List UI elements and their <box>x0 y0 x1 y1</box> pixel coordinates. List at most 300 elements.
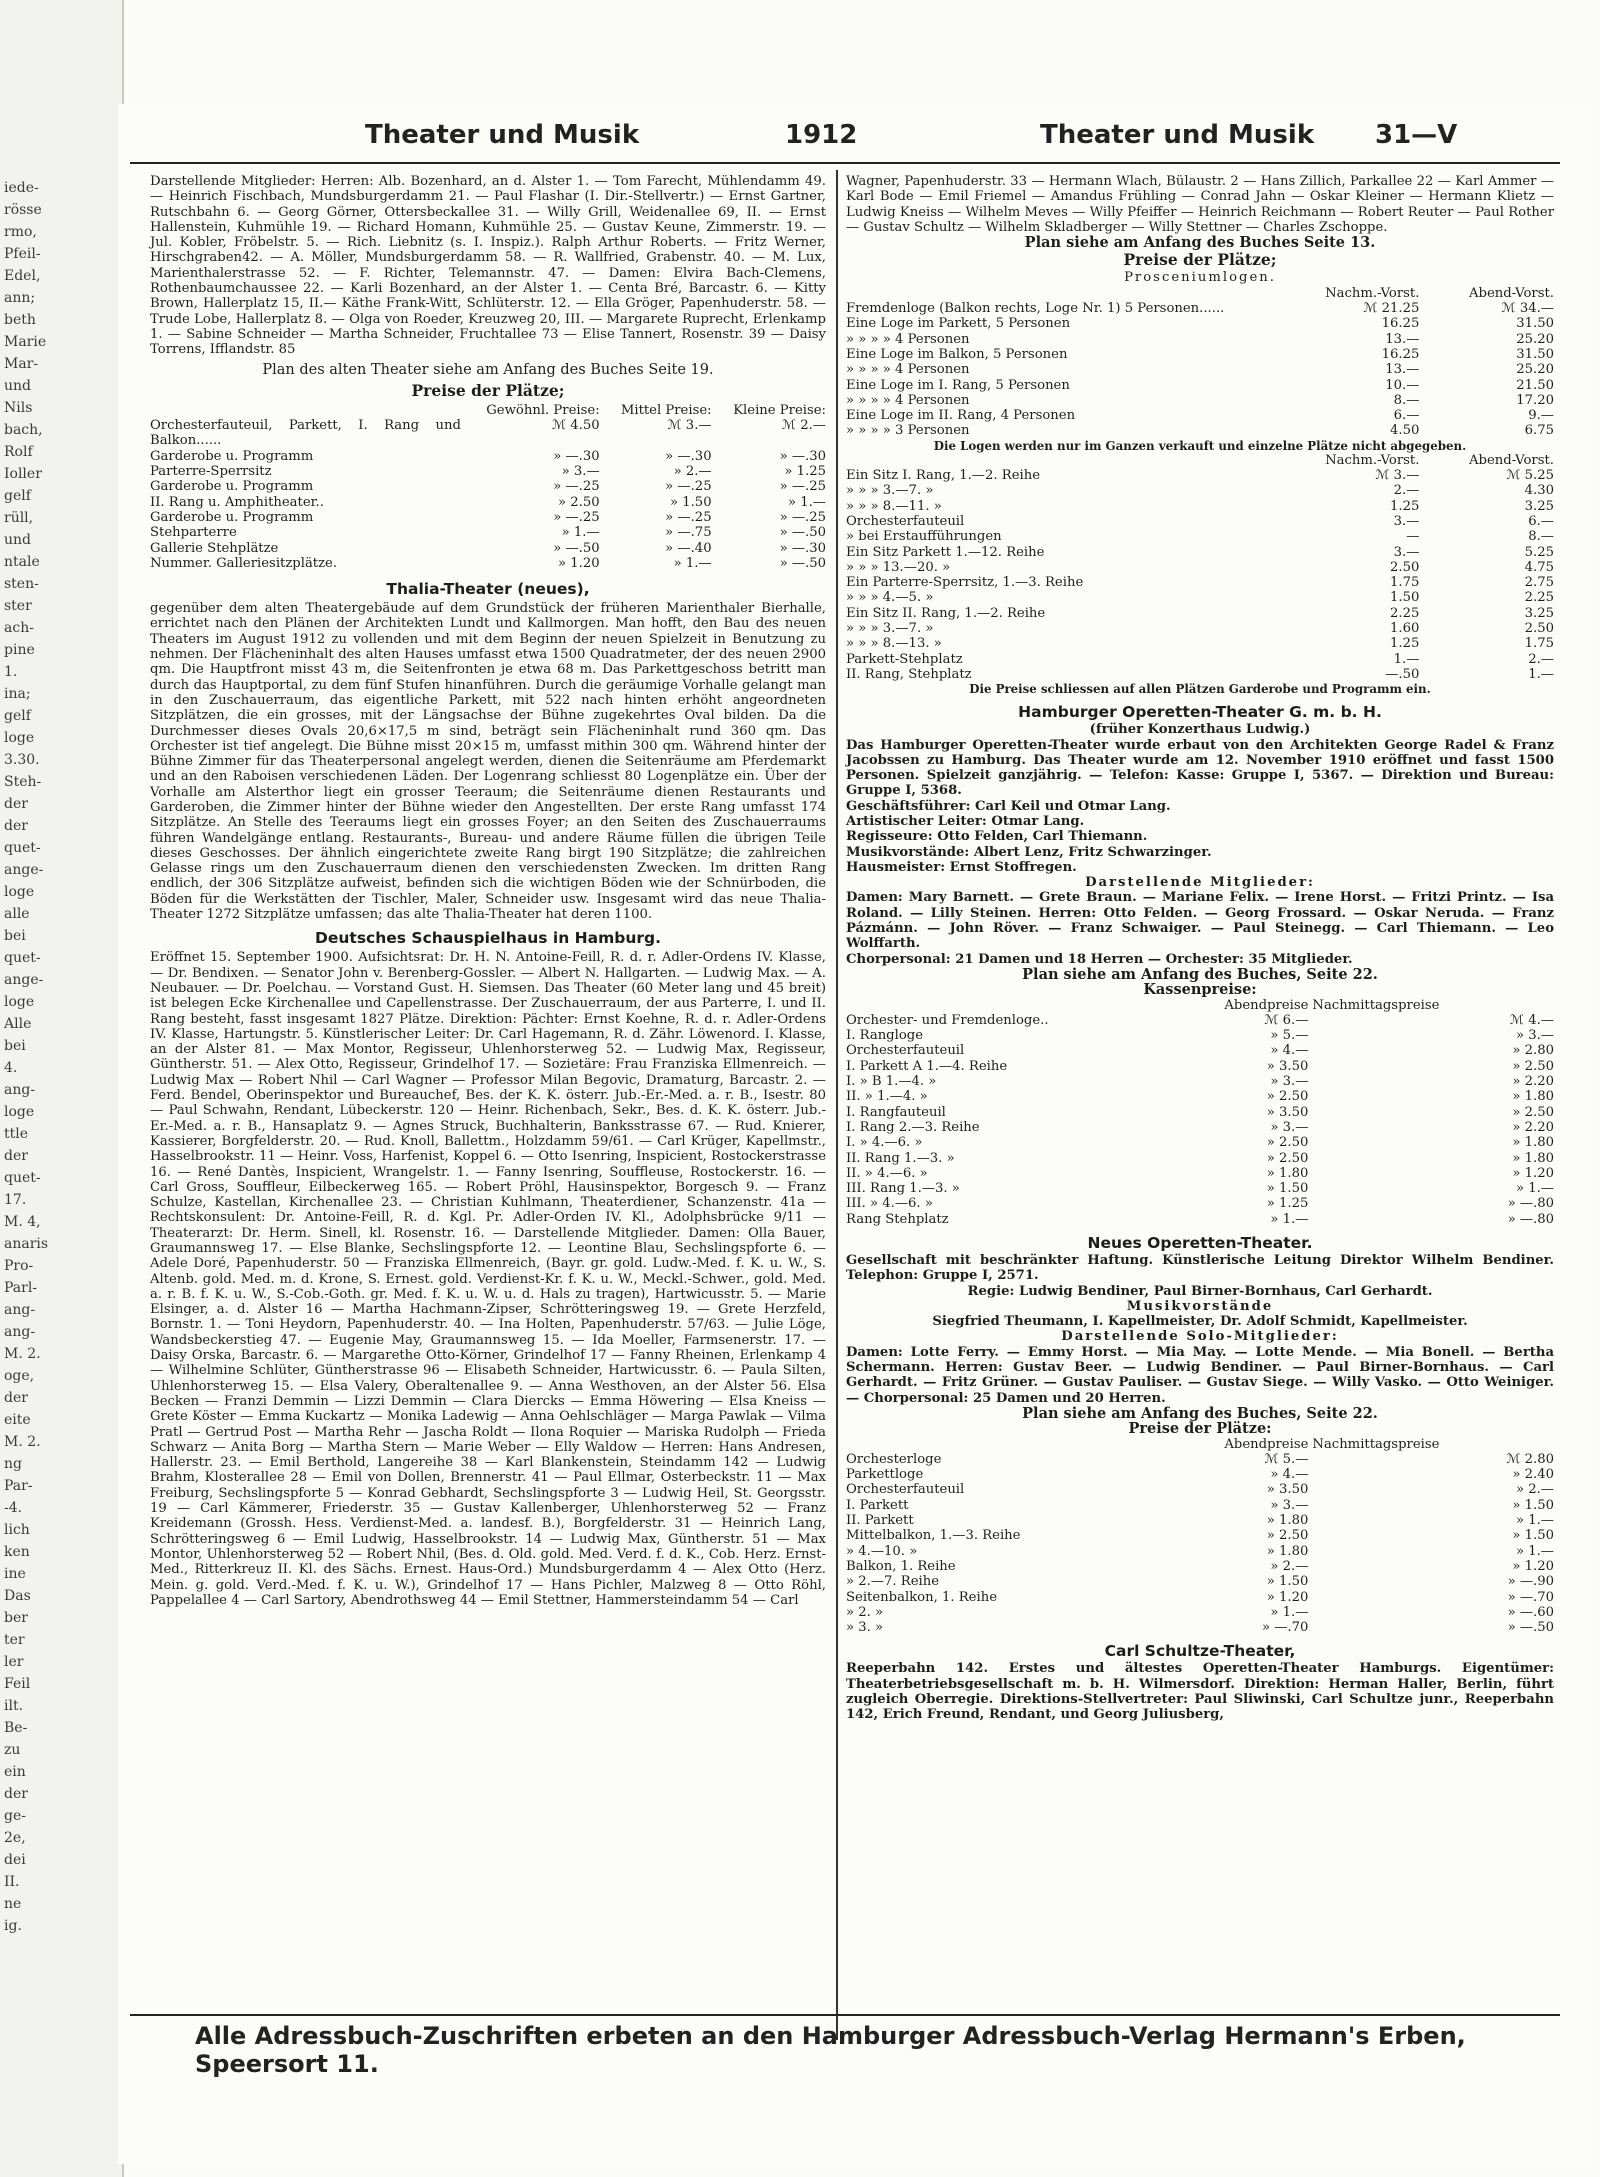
caretaker: Hausmeister: Ernst Stoffregen. <box>846 859 1077 875</box>
price-value: » —.80 <box>1507 1211 1554 1227</box>
price-row <box>846 1482 1554 1497</box>
price-value: » —.25 <box>553 479 600 495</box>
old-theatre-price-table <box>150 403 826 571</box>
margin-fragment: loge <box>4 1104 35 1120</box>
margin-fragment: quet- <box>4 1170 41 1186</box>
solo-heading: Darstellende Solo-Mitglieder: <box>1061 1329 1339 1345</box>
price-value: 25.20 <box>1516 331 1554 347</box>
price-row <box>846 1544 1554 1559</box>
margin-fragment: loge <box>4 994 35 1010</box>
price-row-label: Rang Stehplatz <box>846 1211 949 1227</box>
price-row <box>846 667 1554 682</box>
price-row-label: Ein Sitz Parkett 1.—12. Reihe <box>846 544 1045 560</box>
price-value: » —.30 <box>779 448 826 464</box>
margin-fragment: rüll, <box>4 510 34 526</box>
margin-fragment: beth <box>4 312 36 328</box>
price-row-label: Ein Sitz I. Rang, 1.—2. Reihe <box>846 468 1041 484</box>
price-value: 3.— <box>1393 513 1420 529</box>
price-value: 9.— <box>1528 408 1554 424</box>
margin-fragment: quet- <box>4 840 41 856</box>
price-value: ℳ 2.80 <box>1506 1451 1554 1467</box>
price-value: 4.75 <box>1524 559 1554 575</box>
price-value: 21.50 <box>1516 377 1554 393</box>
price-row-label: III. » 4.—6. » <box>846 1196 933 1212</box>
price-row-label: Orchesterfauteuil <box>846 1043 965 1059</box>
header-year: 1912 <box>785 120 858 150</box>
price-row <box>846 621 1554 636</box>
margin-fragment: Be- <box>4 1720 28 1736</box>
logen-note: Die Logen werden nur im Ganzen verkauft und einzelne Plätze nicht abgegeben. <box>933 438 1467 453</box>
price-row <box>846 1089 1554 1104</box>
margin-fragment: M. 4, <box>4 1214 41 1230</box>
price-row-label: » » » 3.—7. » <box>846 621 934 637</box>
price-header: Nachmittagspreise <box>1312 997 1440 1013</box>
price-value: 3.25 <box>1524 498 1554 514</box>
price-row <box>846 1120 1554 1135</box>
price-section-title: Preise der Plätze; <box>411 380 565 400</box>
price-value: » —.30 <box>779 540 826 556</box>
price-row-label: Garderobe u. Programm <box>150 509 314 525</box>
price-row-label: » » » 8.—11. » <box>846 498 942 514</box>
price-row <box>150 510 826 525</box>
price-row <box>846 560 1554 575</box>
price-row <box>846 347 1554 362</box>
footer-rule <box>130 2014 1560 2016</box>
price-value: 2.— <box>1528 651 1554 667</box>
price-value: » 3.50 <box>1266 1058 1309 1074</box>
price-value: 31.50 <box>1516 346 1554 362</box>
box-office-title: Kassenpreise: <box>1143 981 1257 999</box>
margin-fragment: Parl- <box>4 1280 38 1296</box>
price-value: 1.— <box>1528 666 1554 682</box>
price-row <box>846 1028 1554 1043</box>
plan-reference: Plan siehe am Anfang des Buches Seite 13. <box>1024 234 1376 252</box>
margin-fragment: 3.30. <box>4 752 40 768</box>
price-value: » 3.— <box>561 464 600 480</box>
price-value: » 1.— <box>1515 1513 1554 1529</box>
price-header: Nachm.-Vorst. <box>1325 285 1420 301</box>
price-section-title: Preise der Plätze; <box>1123 250 1277 270</box>
price-row-label: Mittelbalkon, 1.—3. Reihe <box>846 1528 1021 1544</box>
margin-fragment: bei <box>4 928 26 944</box>
price-value: » 1.— <box>1515 1543 1554 1559</box>
price-value: » 2.50 <box>1266 1150 1309 1166</box>
header-left-title: Theater und Musik <box>365 120 640 150</box>
price-value: ℳ 4.— <box>1509 1012 1554 1028</box>
price-value: » 1.20 <box>1512 1558 1554 1574</box>
price-row-label: » 4.—10. » <box>846 1543 918 1559</box>
price-value: ℳ 3.— <box>667 418 712 434</box>
margin-fragment: gelf <box>4 708 31 724</box>
price-row <box>846 393 1554 408</box>
price-row-label: » bei Erstaufführungen <box>846 529 1002 545</box>
price-row-label: » » » » 4 Personen <box>846 392 970 408</box>
cast-list: Damen: Mary Barnett. — Grete Braun. — Mariane Felix. — Irene Horst. — Fritzi Printz. — Isa Roland. — Lilly Steinen. Herren: Otto Felden. — Georg Frossard. — Oskar Neruda. — Franz Pázmánn. — John Röver. — Franz Schwaiger. — Paul Steinegg. — Carl Thiemann. — Leo Wolffarth. <box>846 890 1554 952</box>
margin-fragment: der <box>4 1786 28 1802</box>
schauspielhaus-title: Deutsches Schauspielhaus in Hamburg. <box>315 929 661 948</box>
price-value: » —.60 <box>1507 1604 1554 1620</box>
margin-fragment: ein <box>4 1764 26 1780</box>
margin-fragment: und <box>4 532 31 548</box>
price-row <box>846 545 1554 560</box>
margin-fragment: der <box>4 1148 28 1164</box>
price-row-label: I. Rangloge <box>846 1028 924 1044</box>
margin-fragment: Marie <box>4 334 47 350</box>
margin-fragment: ntale <box>4 554 40 570</box>
footer-notice: Alle Adressbuch-Zuschriften erbeten an den Hamburger Adressbuch-Verlag Hermann's Erben, Speersort 11. <box>195 2022 1466 2078</box>
price-value: » 1.20 <box>1512 1165 1554 1181</box>
price-value: » —.75 <box>665 525 712 541</box>
price-row-label: II. » 4.—6. » <box>846 1165 928 1181</box>
price-value: » 1.— <box>673 555 712 571</box>
price-section-title: Preise der Plätze: <box>1128 1420 1272 1438</box>
carl-schultze-title: Carl Schultze-Theater, <box>1104 1642 1296 1661</box>
music-heading: Musikvorstände <box>1126 1298 1274 1314</box>
price-value: » —.50 <box>1507 1620 1554 1636</box>
margin-fragment: Rolf <box>4 444 33 460</box>
price-row <box>150 525 826 540</box>
margin-fragment: ach- <box>4 620 34 636</box>
price-row-label: II. » 1.—4. » <box>846 1089 928 1105</box>
margin-fragment: Pro- <box>4 1258 34 1274</box>
price-value: » 2.50 <box>1266 1089 1309 1105</box>
price-value: » 1.50 <box>1266 1181 1309 1197</box>
header-rule <box>130 162 1560 164</box>
price-row-label: Orchesterfauteuil <box>846 513 965 529</box>
margin-fragment: der <box>4 796 28 812</box>
price-value: 13.— <box>1385 331 1420 347</box>
left-column <box>150 174 826 1608</box>
margin-fragment: bach, <box>4 422 43 438</box>
price-header: Abend-Vorst. <box>1468 285 1554 301</box>
price-row-label: Eine Loge im Parkett, 5 Personen <box>846 316 1071 332</box>
price-value: 6.— <box>1528 513 1554 529</box>
price-row <box>846 1498 1554 1513</box>
margin-fragment: iede- <box>4 180 39 196</box>
price-value: » —.40 <box>665 540 712 556</box>
margin-fragment: ange- <box>4 972 44 988</box>
margin-fragment: ken <box>4 1544 30 1560</box>
price-value: 2.50 <box>1390 559 1420 575</box>
price-row-label: » 3. » <box>846 1620 884 1636</box>
margin-fragment: ber <box>4 1610 28 1626</box>
price-inclusion-note: Die Preise schliessen auf allen Plätzen Garderobe und Programm ein. <box>969 682 1431 697</box>
price-row <box>846 636 1554 651</box>
margin-fragment: bei <box>4 1038 26 1054</box>
price-row <box>846 1528 1554 1543</box>
margin-fragment: quet- <box>4 950 41 966</box>
price-value: 4.30 <box>1524 483 1554 499</box>
solo-list: Damen: Lotte Ferry. — Emmy Horst. — Mia May. — Lotte Mende. — Mia Bonell. — Bertha Schermann. Herren: Gustav Beer. — Ludwig Bendiner. — Paul Birner-Bornhaus. — Carl Gerhardt. — Fritz Grüner. — Gustav Pauliser. — Gustav Siege. — Willy Vasko. — Otto Weiniger. — Chorpersonal: 25 Damen und 20 Herren. <box>846 1344 1554 1406</box>
price-row <box>150 464 826 479</box>
price-value: » —.25 <box>665 479 712 495</box>
price-row <box>846 1605 1554 1620</box>
schauspielhaus-members-end: Wagner, Papenhuderstr. 33 — Hermann Wlach, Bülaustr. 2 — Hans Zillich, Parkallee 22 — Karl Ammer — Karl Bode — Emil Friemel — Amandus Frühling — Conrad Jahn — Oskar Kleiner — Hermann Klietz — Ludwig Kneiss — Wilhelm Meves — Willy Pfeiffer — Heinrich Reichmann — Robert Reuter — Paul Rother — Gustav Schultz — Wilhelm Skladberger — Willy Stettner — Charles Zschoppe. <box>846 174 1554 235</box>
carl-schultze-description: Reeperbahn 142. Erstes und ältestes Operetten-Theater Hamburgs. Eigentümer: Theaterbetriebsgesellschaft m. b. H. Wilmersdorf. Direktion: Herman Haller, Berlin, führt zugleich Oberregie. Direktions-Stellvertreter: Paul Sliwinski, Carl Schultze junr., Reeperbahn 142, Erich Freund, Rendant, und Georg Juliusberg, <box>846 1661 1554 1723</box>
price-value: 25.20 <box>1516 362 1554 378</box>
price-row-label: Orchester- und Fremdenloge.. <box>846 1012 1049 1028</box>
price-value: 1.25 <box>1390 498 1420 514</box>
directors: Regisseure: Otto Felden, Carl Thiemann. <box>846 829 1148 845</box>
margin-fragment: M. 2. <box>4 1346 41 1362</box>
price-value: » 1.25 <box>784 464 826 480</box>
price-row <box>846 1059 1554 1074</box>
price-row <box>150 541 826 556</box>
price-value: 31.50 <box>1516 316 1554 332</box>
price-value: » 2.80 <box>1512 1043 1554 1059</box>
price-row-label: II. Parkett <box>846 1513 914 1529</box>
price-value: 6.75 <box>1524 423 1554 439</box>
price-value: » 2.20 <box>1512 1119 1554 1135</box>
price-value: » 1.20 <box>1266 1589 1309 1605</box>
price-row <box>846 575 1554 590</box>
price-value: » —.90 <box>1507 1574 1554 1590</box>
price-value: » 3.— <box>1515 1028 1554 1044</box>
price-value: » 2.— <box>1270 1558 1309 1574</box>
price-row-label: I. Parkett A 1.—4. Reihe <box>846 1058 1008 1074</box>
margin-fragment: alle <box>4 906 30 922</box>
margin-fragment: loge <box>4 884 35 900</box>
price-row-label: I. Parkett <box>846 1497 909 1513</box>
price-value: ℳ 34.— <box>1501 301 1554 317</box>
proscenium-price-table <box>846 286 1554 439</box>
price-value: » 2.50 <box>1512 1058 1554 1074</box>
margin-fragment: Pfeil- <box>4 246 41 262</box>
price-value: » —.80 <box>1507 1196 1554 1212</box>
margin-fragment: ng <box>4 1456 22 1472</box>
price-row-label: Fremdenloge (Balkon rechts, Loge Nr. 1) 5 Personen...... <box>846 301 1225 317</box>
price-row <box>846 590 1554 605</box>
margin-fragment: loge <box>4 730 35 746</box>
price-value: » 1.80 <box>1266 1165 1309 1181</box>
price-value: 1.50 <box>1390 590 1420 606</box>
margin-fragment: -4. <box>4 1500 23 1516</box>
margin-fragment: rösse <box>4 202 42 218</box>
price-value: 3.25 <box>1524 605 1554 621</box>
seat-price-table <box>846 453 1554 682</box>
price-row <box>846 652 1554 667</box>
price-value: ℳ 3.— <box>1375 468 1420 484</box>
price-value: 5.25 <box>1524 544 1554 560</box>
price-row <box>150 418 826 449</box>
margin-fragment: Edel, <box>4 268 41 284</box>
price-header: Nachm.-Vorst. <box>1325 452 1420 468</box>
price-value: » 2.50 <box>1512 1104 1554 1120</box>
neues-operetten-title: Neues Operetten-Theater. <box>1087 1234 1313 1252</box>
price-row-label: II. Rang 1.—3. » <box>846 1150 955 1166</box>
price-value: » 3.— <box>1270 1074 1309 1090</box>
price-value: 2.25 <box>1390 605 1420 621</box>
price-value: ℳ 5.— <box>1264 1451 1309 1467</box>
price-value: 2.50 <box>1524 621 1554 637</box>
margin-fragment: Par- <box>4 1478 33 1494</box>
price-row <box>846 1043 1554 1058</box>
margin-fragment: der <box>4 1390 28 1406</box>
price-row-label: I. Rangfauteuil <box>846 1104 946 1120</box>
price-value: 1.75 <box>1390 575 1420 591</box>
price-value: » —.25 <box>665 509 712 525</box>
price-row-label: I. Rang 2.—3. Reihe <box>846 1119 980 1135</box>
price-value: » —.30 <box>553 448 600 464</box>
adjacent-page-edge <box>0 0 124 2177</box>
margin-fragment: ig. <box>4 1918 22 1934</box>
price-value: 1.— <box>1393 651 1420 667</box>
price-value: » 1.— <box>561 525 600 541</box>
price-value: » —.70 <box>1261 1620 1309 1636</box>
price-row <box>846 362 1554 377</box>
price-value: » —.30 <box>665 448 712 464</box>
neues-music-directors: Siegfried Theumann, I. Kapellmeister, Dr. Adolf Schmidt, Kapellmeister. <box>932 1314 1468 1330</box>
price-row-label: Ein Parterre-Sperrsitz, 1.—3. Reihe <box>846 575 1084 591</box>
price-row-label: » » » » 4 Personen <box>846 362 970 378</box>
schauspielhaus-members-cont: Darstellende Mitglieder: Herren: Alb. Bozenhard, an d. Alster 1. — Tom Farecht, Mühlendamm 49. — Heinrich Fischbach, Mundsburgerdamm 21. — Paul Flashar (I. Dir.-Stellvertr.) — Ernst Gartner, Rutschbahn 6. — Georg Görner, Ottersbeckallee 31. — Willy Grill, Weidenallee 69, II. — Ernst Hallenstein, Kuhmühle 19. — Richard Homann, Kuhmühle 25. — Gustav Keune, Zimmerstr. 19. — Jul. Kobler, Fröbelstr. 5. — Rich. Liebnitz (s. I. Inspiz.). Ralph Arthur Roberts. — Fritz Werner, Hirschgraben42. — A. Möller, Mundsburgerdamm 58. — R. Wallfried, Grabenstr. 40. — M. Lux, Marienthalerstrasse 52. — F. Richter, Telemannstr. 47. — Damen: Elvira Bach-Clemens, Rothenbaumchaussee 22. — Karli Bozenhard, an der Alster 1. — Centa Bré, Barcastr. 6. — Kitty Brown, Hallerplatz 15, II.— Käthe Frank-Witt, Schlüterstr. 12. — Ella Gröger, Papenhuderstr. 58. — Trude Lobe, Hallerplatz 8. — Olga von Roeder, Kreuzweg 20, III. — Margarete Ruprecht, Erlenkamp 1. — Sabine Schneider — Martha Schneider, Fruchtallee 73 — Elise Tannert, Rosenstr. 39 — Daisy Torrens, Ifflandstr. 85 <box>150 174 826 358</box>
price-header: Abendpreise <box>1224 1436 1309 1452</box>
price-row-label: » » » 4.—5. » <box>846 590 934 606</box>
price-row <box>846 468 1554 483</box>
price-value: » 5.— <box>1270 1028 1309 1044</box>
price-row <box>150 495 826 510</box>
price-row <box>846 1590 1554 1605</box>
price-value: » 1.80 <box>1512 1150 1554 1166</box>
price-row-label: I. » 4.—6. » <box>846 1135 923 1151</box>
price-row <box>846 1212 1554 1227</box>
margin-fragment: anaris <box>4 1236 49 1252</box>
margin-fragment: ang- <box>4 1324 36 1340</box>
price-row <box>846 408 1554 423</box>
price-row-label: II. Rang u. Amphitheater.. <box>150 494 324 510</box>
price-value: » 1.80 <box>1266 1513 1309 1529</box>
price-row-label: Parterre-Sperrsitz <box>150 464 272 480</box>
price-row-label: » 2. » <box>846 1604 884 1620</box>
price-row <box>846 514 1554 529</box>
margin-fragment: ang- <box>4 1082 36 1098</box>
price-value: —.50 <box>1385 666 1420 682</box>
margin-fragment: 1. <box>4 664 18 680</box>
price-value: » 1.— <box>1515 1181 1554 1197</box>
price-value: » 2.— <box>673 464 712 480</box>
price-value: » —.50 <box>553 540 600 556</box>
price-value: » 1.80 <box>1266 1543 1309 1559</box>
price-header: Gewöhnl. Preise: <box>486 402 600 418</box>
price-row-label: Gallerie Stehplätze <box>150 540 279 556</box>
price-value: » 2.50 <box>1266 1528 1309 1544</box>
margin-fragment: dei <box>4 1852 26 1868</box>
price-row <box>846 1151 1554 1166</box>
price-value: 2.— <box>1393 483 1420 499</box>
price-value: ℳ 4.50 <box>551 418 600 434</box>
margin-fragment: sten- <box>4 576 39 592</box>
margin-fragment: Ioller <box>4 466 42 482</box>
price-value: » —.70 <box>1507 1589 1554 1605</box>
operetten-price-table <box>846 998 1554 1227</box>
margin-fragment: M. 2. <box>4 1434 41 1450</box>
price-row <box>846 1181 1554 1196</box>
price-row-label: » » » 13.—20. » <box>846 559 951 575</box>
price-header: Kleine Preise: <box>733 402 826 418</box>
price-row <box>846 1467 1554 1482</box>
price-row <box>846 316 1554 331</box>
margin-fragment: ne <box>4 1896 22 1912</box>
price-row <box>150 556 826 571</box>
plan-reference: Plan siehe am Anfang des Buches, Seite 22. <box>1022 965 1378 983</box>
price-value: » —.50 <box>779 555 826 571</box>
margin-fragment: Steh- <box>4 774 42 790</box>
price-value: » 1.25 <box>1266 1196 1309 1212</box>
price-value: » 1.— <box>787 494 826 510</box>
price-row-label: Garderobe u. Programm <box>150 448 314 464</box>
price-row <box>846 1620 1554 1635</box>
margin-fragment: zu <box>4 1742 21 1758</box>
price-value: 4.50 <box>1390 423 1420 439</box>
price-value: » 2.— <box>1515 1482 1554 1498</box>
hamburger-operetten-title: Hamburger Operetten-Theater G. m. b. H. <box>1018 703 1382 722</box>
price-row <box>846 1105 1554 1120</box>
price-row-label: III. Rang 1.—3. » <box>846 1181 960 1197</box>
price-row-label: Orchesterloge <box>846 1451 942 1467</box>
header-page-number: 31—V <box>1375 120 1458 150</box>
price-value: » 1.50 <box>1266 1574 1309 1590</box>
price-value: » 2.40 <box>1512 1467 1554 1483</box>
price-value: » 1.— <box>1270 1604 1309 1620</box>
price-value: 16.25 <box>1381 346 1420 362</box>
hamburger-operetten-subtitle: (früher Konzerthaus Ludwig.) <box>1089 722 1311 738</box>
margin-fragment: Nils <box>4 400 33 416</box>
price-value: » 2.50 <box>1266 1135 1309 1151</box>
price-row-label: Stehparterre <box>150 525 237 541</box>
margin-fragment: Mar- <box>4 356 39 372</box>
price-row <box>846 1559 1554 1574</box>
price-row <box>150 479 826 494</box>
price-row <box>846 606 1554 621</box>
price-row <box>846 1013 1554 1028</box>
price-value: 8.— <box>1528 529 1554 545</box>
price-row-label: Orchesterfauteuil, Parkett, I. Rang und Balkon...... <box>150 418 461 449</box>
neues-operetten-description: Gesellschaft mit beschränkter Haftung. Künstlerische Leitung Direktor Wilhelm Bendiner. Telephon: Gruppe I, 2571. <box>846 1253 1554 1284</box>
price-value: 1.25 <box>1390 636 1420 652</box>
margin-fragment: Feil <box>4 1676 31 1692</box>
price-row-label: II. Rang, Stehplatz <box>846 666 972 682</box>
price-row-label: » » » » 3 Personen <box>846 423 970 439</box>
price-value: » 1.— <box>1270 1211 1309 1227</box>
margin-fragment: ttle <box>4 1126 29 1142</box>
neues-directors: Regie: Ludwig Bendiner, Paul Birner-Bornhaus, Carl Gerhardt. <box>967 1283 1433 1299</box>
margin-fragment: 2e, <box>4 1830 26 1846</box>
price-row-label: Nummer. Galleriesitzplätze. <box>150 555 338 571</box>
price-row <box>846 301 1554 316</box>
proscenium-title: Prosceniumlogen. <box>1124 270 1276 286</box>
price-value: ℳ 2.— <box>781 418 826 434</box>
margin-fragment: 4. <box>4 1060 18 1076</box>
price-row <box>846 1166 1554 1181</box>
neues-price-table <box>846 1437 1554 1636</box>
artistic-director: Artistischer Leiter: Otmar Lang. <box>846 813 1085 829</box>
price-value: 1.75 <box>1524 636 1554 652</box>
price-value: ℳ 21.25 <box>1363 301 1420 317</box>
margin-fragment: lich <box>4 1522 30 1538</box>
price-value: 3.— <box>1393 544 1420 560</box>
margin-fragment: ann; <box>4 290 36 306</box>
music-directors: Musikvorstände: Albert Lenz, Fritz Schwarzinger. <box>846 844 1212 860</box>
margin-fragment: eite <box>4 1412 31 1428</box>
price-row-label: » » » 8.—13. » <box>846 636 942 652</box>
margin-fragment: Das <box>4 1588 31 1604</box>
margin-fragment: der <box>4 818 28 834</box>
price-value: » 1.20 <box>558 555 600 571</box>
plan-reference: Plan siehe am Anfang des Buches, Seite 22. <box>1022 1404 1378 1422</box>
margin-fragment: gelf <box>4 488 31 504</box>
schauspielhaus-description: Eröffnet 15. September 1900. Aufsichtsrat: Dr. H. N. Antoine-Feill, R. d. r. Adler-Ordens IV. Klasse, — Dr. Bendixen. — Senator John v. Berenberg-Gossler. — Albert N. Hallgarten. — Ludwig Max. — A. Neubauer. — Dr. Poelchau. — Vorstand Gust. H. Siemsen. Das Theater (60 Meter lang und 45 breit) ist belegen Ecke Kirchenallee und Capellenstrasse. Der Zuschauerraum, der aus Parterre, I. und II. Rang besteht, fasst insgesamt 1827 Plätze. Direktion: Pächter: Ernst Koehne, R. d. r. Adler-Ordens IV. Klasse, Hartungstr. 5. Künstlerischer Leiter: Dr. Carl Hagemann, R. d. Zähr. Löwenord. I. Klasse, an der Alster 81. — Max Montor, Regisseur, Uhlenhorsterweg 52. — Ludwig Max, Regisseur, Güntherstr. 51. — Alex Otto, Regisseur, Grindelhof 17. — Sozietäre: Frau Franziska Ellmenreich. — Ludwig Max — Robert Nhil — Carl Wagner — Professor Milan Begovic, Dramaturg, Barcastr. 2. — Ferd. Bendel, Oberinspektor und Bureauchef, Bes. der K. K. österr. Jub.-Er.-Med. a. r. B., Isestr. 80 — Paul Schwahn, Rendant, Lübeckerstr. 120 — Heinr. Richenbach, Sekr., Bes. d. K. K. österr. Jub.-Er.-Med. a. r. B., Hansaplatz 9. — Agnes Struck, Buchhalterin, Banksstrasse 67. — Rud. Knierer, Kassierer, Borgfelderstr. 20. — Rud. Knoll, Ballettm., Holzdamm 59/61. — Carl Krüger, Kapellmstr., Hasselbrookstr. 11 — Heinr. Voss, Harfenist, Koppel 6. — Otto Isenring, Inspicient, Rostockerstrasse 16. — René Dantès, Inspicient, Wrangelstr. 1. — Fanny Isenring, Souffleuse, Rostockerstr. 16. — Carl Gross, Souffleur, Eilbeckerweg 165. — Robert Pröhl, Hausinspektor, Borgesch 9. — Franz Schulze, Kastellan, Kirchenallee 23. — Christian Kuhlmann, Theaterdiener, Schanzenstr. 41a — Rechtskonsulent: Dr. Antoine-Feill, R. d. Kgl. Pr. Adler-Orden IV. Kl., Adolphsbrücke 9/11 — Theaterarzt: Dr. Herm. Sinell, kl. Rosenstr. 16. — Darstellende Mitglieder. Damen: Olla Bauer, Graumannsweg 17. — Else Blanke, Sechslingspforte 12. — Leontine Blau, Sechslingspforte 6. — Adele Doré, Papenhuderstr. 50 — Franziska Ellmenreich, (Bayr. gr. gold. Ludw.-Med. f. K. u. W., S. Altenb. gold. Med. m. d. Krone, S. Ernest. gold. Verdienst-Kr. f. K. u. W., Meckl.-Schwer., gold. Med. a. r. B. f. K. u. W., S.-Cob.-Goth. gr. Med. f. K. u. W. u. d. Hals zu tragen), Hartwicusstr. 5. — Marie Elsinger, a. d. Alster 16 — Martha Hachmann-Zipser, Schrötteringsweg 19. — Grete Herzfeld, Bornstr. 1. — Toni Heydorn, Papenhuderstr. 40. — Ina Holten, Papenhuderstr. 57/63. — Julie Löge, Wandsbeckerstieg 47. — Eugenie May, Graumannsweg 15. — Ida Moeller, Farmsenerstr. 17. — Daisy Orska, Barcastr. 6. — Margarethe Otto-Körner, Grindelhof 17 — Fanny Rheinen, Erlenkamp 4 — Wilhelmine Schlüter, Güntherstrasse 96 — Elisabeth Schneider, Hartwicusstr. 6. — Paula Silten, Uhlenhorsterweg 15. — Elsa Valery, Oberaltenallee 9. — Anna Westhoven, an der Alster 56. Elsa Becken — Franzi Demmin — Lizzi Demmin — Clara Diercks — Emma Höwering — Elsa Kneiss — Grete Köster — Emma Kuckartz — Monika Ladewig — Anna Oehlschläger — Marga Pawlak — Vilma Pratl — Gertrud Post — Martha Rehr — Jascha Roldt — Ilona Roquier — Mariska Rudolph — Frieda Schwarz — Anita Borg — Martha Stern — Marie Weber — Elly Waldow — Herren: Hans Andresen, Hallerstr. 23. — Emil Berthold, Langereihe 38 — Karl Blankenstein, Steindamm 142 — Ludwig Brahm, Klosterallee 28 — Emil von Dollen, Brennerstr. 41 — Paul Ellmar, Osterbeckstr. 11 — Max Freiburg, Sechslingspforte 5 — Konrad Gebhardt, Sechslingspforte 3 — Ludwig Heil, St. Georgsstr. 19 — Carl Kämmerer, Friederstr. 35 — Gustav Kallenberger, Uhlenhorsterweg 52 — Franz Kreidemann (Grossh. Hess. Verdienst-Med. a. landesf. B.), Borgfelderstr. 31 — Heinrich Lang, Schrötteringsweg 6 — Emil Ludwig, Hasselbrookstr. 14 — Ludwig Max, Güntherstr. 51 — Max Montor, Uhlenhorsterweg 52 — Robert Nhil, (Bes. d. Old. gold. Med. Verd. f. d. K., Cob. Herz. Ernst-Med., Ritterkreuz II. Kl. des Sächs. Ernest. Haus-Ord.) Mundsburgerdamm 4 — Alex Otto (Herz. Mein. g. gold. Verd.-Med. f. K. u. W.), Grindelhof 17 — Hans Pichler, Malzweg 8 — Otto Röhl, Pappelallee 4 — Carl Sartory, Abendrothsweg 44 — Emil Stettner, Hammersteindamm 54 — Carl <box>150 950 826 1608</box>
price-value: » —.25 <box>553 509 600 525</box>
